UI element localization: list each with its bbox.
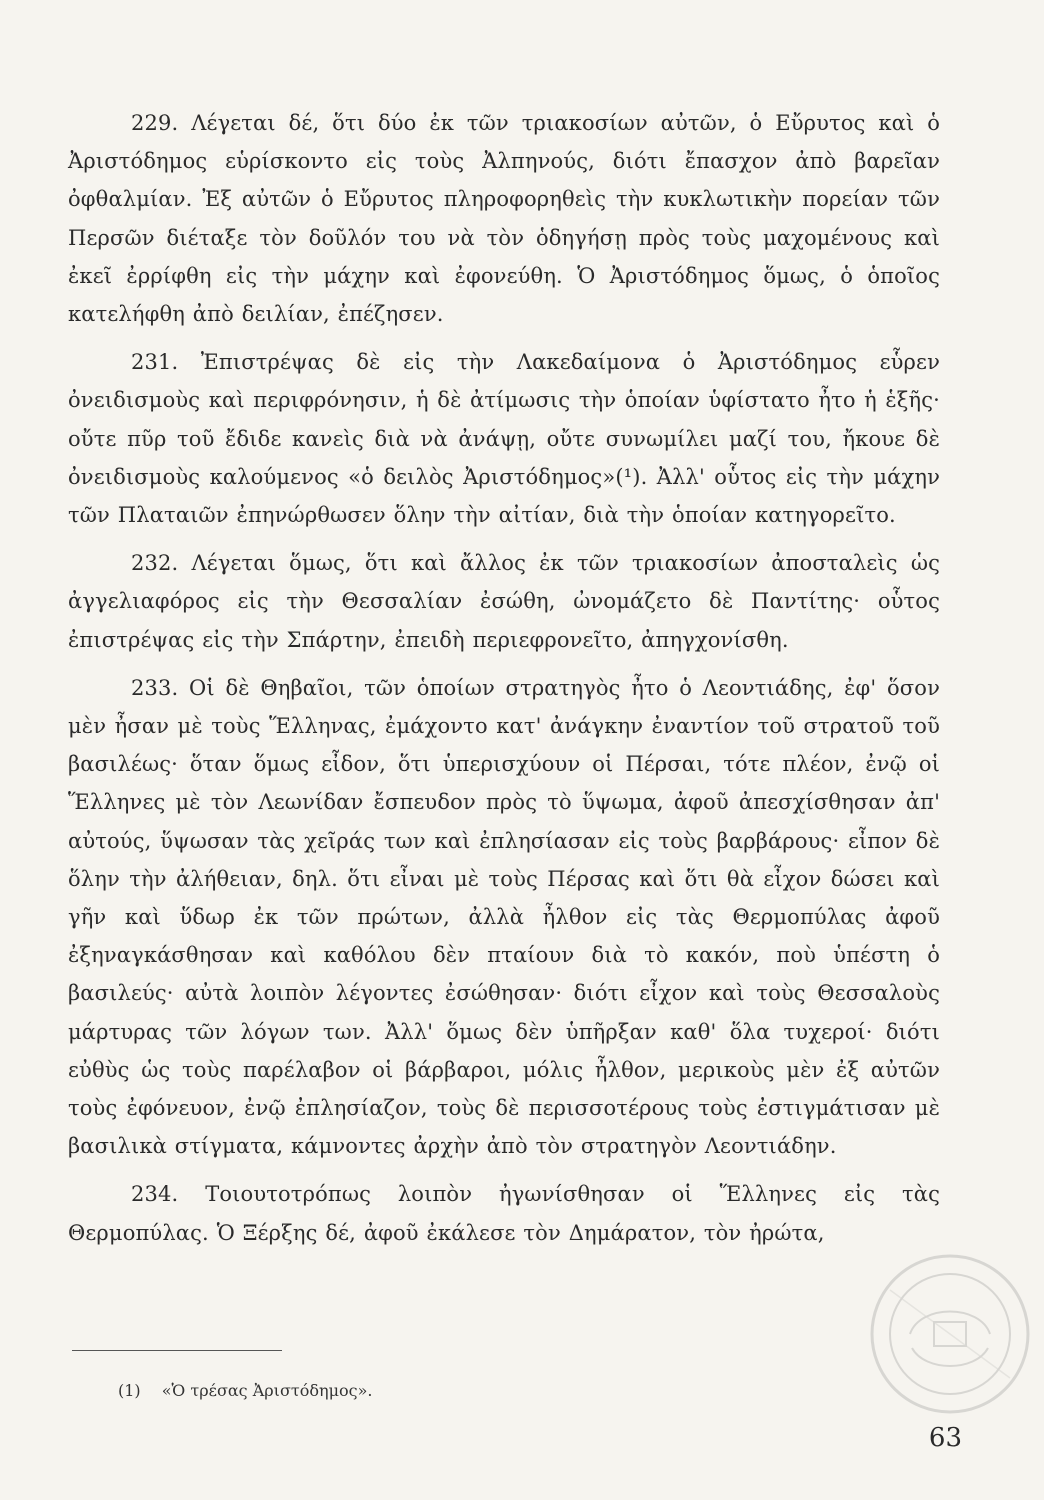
main-text (68, 104, 940, 1252)
paragraph-231: 231. Ἐπιστρέψας δὲ εἰς τὴν Λακεδαίμονα ὁ Ἀριστόδημος εὗρεν ὀνειδισμοὺς καὶ περιφρόνησιν, ἡ δὲ ἀτίμωσις τὴν ὁποίαν ὑφίστατο ἦτο ἡ ἑξῆς· οὔτε πῦρ τοῦ ἔδιδε κανεὶς διὰ νὰ ἀνάψῃ, οὔτε συνωμίλει μαζί του, ἤκουε δὲ ὀνειδισμοὺς καλούμενος «ὁ δειλὸς Ἀριστόδημος»(¹). Ἀλλ' οὗτος εἰς τὴν μάχην τῶν Πλαταιῶν ἐπηνώρθωσεν ὅλην τὴν αἰτίαν, διὰ τὴν ὁποίαν κατηγορεῖτο. (68, 350, 940, 528)
footnote-text: «Ὁ τρέσας Ἀριστόδημος». (161, 1381, 373, 1400)
library-stamp-icon (862, 1246, 1038, 1422)
paragraph-229: 229. Λέγεται δέ, ὅτι δύο ἐκ τῶν τριακοσίων αὐτῶν, ὁ Εὔρυτος καὶ ὁ Ἀριστόδημος εὑρίσκοντο εἰς τοὺς Ἀλπηνούς, διότι ἔπασχον ἀπὸ βαρεῖαν ὀφθαλμίαν. Ἐξ αὐτῶν ὁ Εὔρυτος πληροφορηθεὶς τὴν κυκλωτικὴν πορείαν τῶν Περσῶν διέταξε τὸν δοῦλόν του νὰ τὸν ὁδηγήσῃ πρὸς τοὺς μαχομένους καὶ ἐκεῖ ἐρρίφθη εἰς τὴν μάχην καὶ ἐφονεύθη. Ὁ Ἀριστόδημος ὅμως, ὁ ὁποῖος κατελήφθη ἀπὸ δειλίαν, ἐπέζησεν. (68, 111, 940, 327)
page-number: 63 (928, 1423, 962, 1453)
paragraph-232: 232. Λέγεται ὅμως, ὅτι καὶ ἄλλος ἐκ τῶν τριακοσίων ἀποσταλεὶς ὡς ἀγγελιαφόρος εἰς τὴν Θεσσαλίαν ἐσώθη, ὠνομάζετο δὲ Παντίτης· οὗτος ἐπιστρέψας εἰς τὴν Σπάρτην, ἐπειδὴ περιεφρονεῖτο, ἀπηγχονίσθη. (68, 551, 940, 652)
footnote-marker: (1) (118, 1381, 141, 1400)
paragraph-233: 233. Οἱ δὲ Θηβαῖοι, τῶν ὁποίων στρατηγὸς ἦτο ὁ Λεοντιάδης, ἐφ' ὅσον μὲν ἦσαν μὲ τοὺς Ἕλληνας, ἐμάχοντο κατ' ἀνάγκην ἐναντίον τοῦ στρατοῦ τοῦ βασιλέως· ὅταν ὅμως εἶδον, ὅτι ὑπερισχύουν οἱ Πέρσαι, τότε πλέον, ἐνῷ οἱ Ἕλληνες μὲ τὸν Λεωνίδαν ἔσπευδον πρὸς τὸ ὕψωμα, ἀφοῦ ἀπεσχίσθησαν ἀπ' αὐτούς, ὕψωσαν τὰς χεῖράς των καὶ ἐπλησίασαν εἰς τοὺς βαρβάρους· εἶπον δὲ ὅλην τὴν ἀλήθειαν, δηλ. ὅτι εἶναι μὲ τοὺς Πέρσας καὶ ὅτι θὰ εἶχον δώσει καὶ γῆν καὶ ὕδωρ ἐκ τῶν πρώτων, ἀλλὰ ἦλθον εἰς τὰς Θερμοπύλας ἀφοῦ ἐξηναγκάσθησαν καὶ καθόλου δὲν πταίουν διὰ τὸ κακόν, ποὺ ὑπέστη ὁ βασιλεύς· αὐτὰ λοιπὸν λέγοντες ἐσώθησαν· διότι εἶχον καὶ τοὺς Θεσσαλοὺς μάρτυρας τῶν λόγων των. Ἀλλ' ὅμως δὲν ὑπῆρξαν καθ' ὅλα τυχεροί· διότι εὐθὺς ὡς τοὺς παρέλαβον οἱ βάρβαροι, μόλις ἦλθον, μερικοὺς μὲν ἐξ αὐτῶν τοὺς ἐφόνευον, ἐνῷ ἐπλησίαζον, τοὺς δὲ περισσοτέρους τοὺς ἐστιγμάτισαν μὲ βασιλικὰ στίγματα, κάμνοντες ἀρχὴν ἀπὸ τὸν στρατηγὸν Λεοντιάδην. (68, 675, 940, 1159)
footnote (118, 1380, 372, 1402)
footnote-divider (72, 1350, 282, 1351)
paragraph-234: 234. Τοιουτοτρόπως λοιπὸν ἠγωνίσθησαν οἱ Ἕλληνες εἰς τὰς Θερμοπύλας. Ὁ Ξέρξης δέ, ἀφοῦ ἐκάλεσε τὸν Δημάρατον, τὸν ἠρώτα, (68, 1182, 940, 1245)
